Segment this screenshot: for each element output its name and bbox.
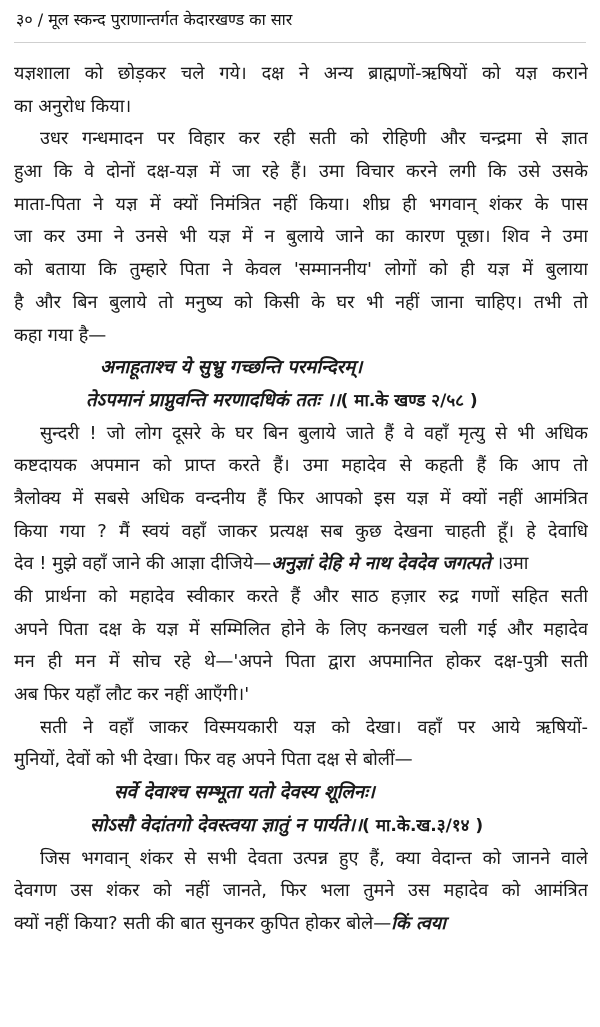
paragraph-line: अपने पिता दक्ष के यज्ञ में सम्मिलित होने के लिए कनखल चली गई और महादेव xyxy=(14,618,588,640)
paragraph-line xyxy=(14,908,588,941)
sanskrit-verse-line: अनाहूताश्च ये सुभ्रु गच्छन्ति परमन्दिरम्। xyxy=(100,357,363,379)
line-text: क्यों नहीं किया? सती की बात सुनकर कुपित होकर बोले— xyxy=(14,912,392,934)
paragraph-line: जा कर उमा ने उनसे भी यज्ञ में न बुलाये जाने का कारण पूछा। शिव ने उमा xyxy=(14,226,588,248)
paragraph-line: माता-पिता ने यज्ञ में क्यों निमंत्रित नहीं किया। शीघ्र ही भगवान् शंकर के पास xyxy=(14,193,588,215)
line-text: ।उमा xyxy=(490,553,529,575)
paragraph-line: किया गया ? मैं स्वयं वहाँ जाकर प्रत्यक्ष सब कुछ देखना चाहती हूँ। हे देवाधि xyxy=(14,520,588,542)
verse-reference: ( मा.के खण्ड २/५८ ) xyxy=(340,390,478,411)
paragraph-line: कष्टदायक अपमान को प्राप्त करते हैं। उमा महादेव से कहती हैं कि आप तो xyxy=(14,455,588,477)
running-header: ३० / मूल स्कन्द पुराणान्तर्गत केदारखण्ड का सार xyxy=(16,10,293,29)
paragraph-line: को बताया कि तुम्हारे पिता ने केवल 'सम्माननीय' लोगों को ही यज्ञ में बुलाया xyxy=(14,259,588,281)
sanskrit-quote: अनुज्ञां देहि मे नाथ देवदेव जगत्पते xyxy=(271,553,491,575)
paragraph-line: यज्ञशाला को छोड़कर चले गये। दक्ष ने अन्य ब्राह्मणों-ऋषियों को यज्ञ कराने xyxy=(14,63,588,84)
paragraph-line: है और बिन बुलाये तो मनुष्य को किसी के घर भी नहीं जाना चाहिए। तभी तो xyxy=(14,291,588,313)
sanskrit-quote: किं त्वया xyxy=(391,912,446,934)
paragraph-line: सुन्दरी ! जो लोग दूसरे के घर बिन बुलाये जाते हैं वे वहाँ मृत्यु से भी अधिक xyxy=(40,422,588,444)
verse-text: सोऽसौ वेदांतगो देवस्त्वया ज्ञातुं न पार्यते।। xyxy=(90,814,363,836)
paragraph-line: अब फिर यहाँ लौट कर नहीं आएँगी।' xyxy=(14,684,250,706)
paragraph-line: का अनुरोध किया। xyxy=(14,95,132,117)
paragraph-line: देवगण उस शंकर को नहीं जानते, फिर भला तुमने उस महादेव को आमंत्रित xyxy=(14,880,588,902)
sanskrit-verse-line xyxy=(14,385,588,418)
paragraph-line: उधर गन्धमादन पर विहार कर रही सती को रोहिणी और चन्द्रमा से ज्ञात xyxy=(40,128,588,150)
paragraph-line: त्रैलोक्य में सबसे अधिक वन्दनीय हैं फिर आपको इस यज्ञ में क्यों नहीं आमंत्रित xyxy=(14,487,588,509)
line-text: देव ! मुझे वहाँ जाने की आज्ञा दीजिये— xyxy=(14,553,272,575)
paragraph-line: कहा गया है— xyxy=(14,324,107,346)
paragraph-line: की प्रार्थना को महादेव स्वीकार करते हैं और साठ हज़ार रुद्र गणों सहित सती xyxy=(14,586,588,607)
verse-reference: ( मा.के.ख.३/१४ ) xyxy=(362,815,484,836)
paragraph-line: सती ने वहाँ जाकर विस्मयकारी यज्ञ को देखा। वहाँ पर आये ऋषियों- xyxy=(40,716,588,738)
sanskrit-verse-line: सर्वे देवाश्च सम्भूता यतो देवस्य शूलिनः। xyxy=(114,782,375,804)
paragraph-line: मन ही मन में सोच रहे थे—'अपने पिता द्वारा अपमानित होकर दक्ष-पुत्री सती xyxy=(14,651,588,673)
paragraph-line: जिस भगवान् शंकर से सभी देवता उत्पन्न हुए हैं, क्या वेदान्त को जानने वाले xyxy=(40,847,588,869)
paragraph-line xyxy=(14,548,588,581)
paragraph-line: हुआ कि वे दोनों दक्ष-यज्ञ में जा रहे हैं। उमा विचार करने लगी कि उसे उसके xyxy=(14,161,588,183)
body-text xyxy=(14,58,588,941)
verse-text: तेऽपमानं प्राप्नुवन्ति मरणादधिकं ततः ।। xyxy=(86,389,341,411)
header-divider xyxy=(14,42,586,43)
sanskrit-verse-line xyxy=(14,810,588,843)
paragraph-line: मुनियों, देवों को भी देखा। फिर वह अपने पिता दक्ष से बोलीं— xyxy=(14,749,413,771)
